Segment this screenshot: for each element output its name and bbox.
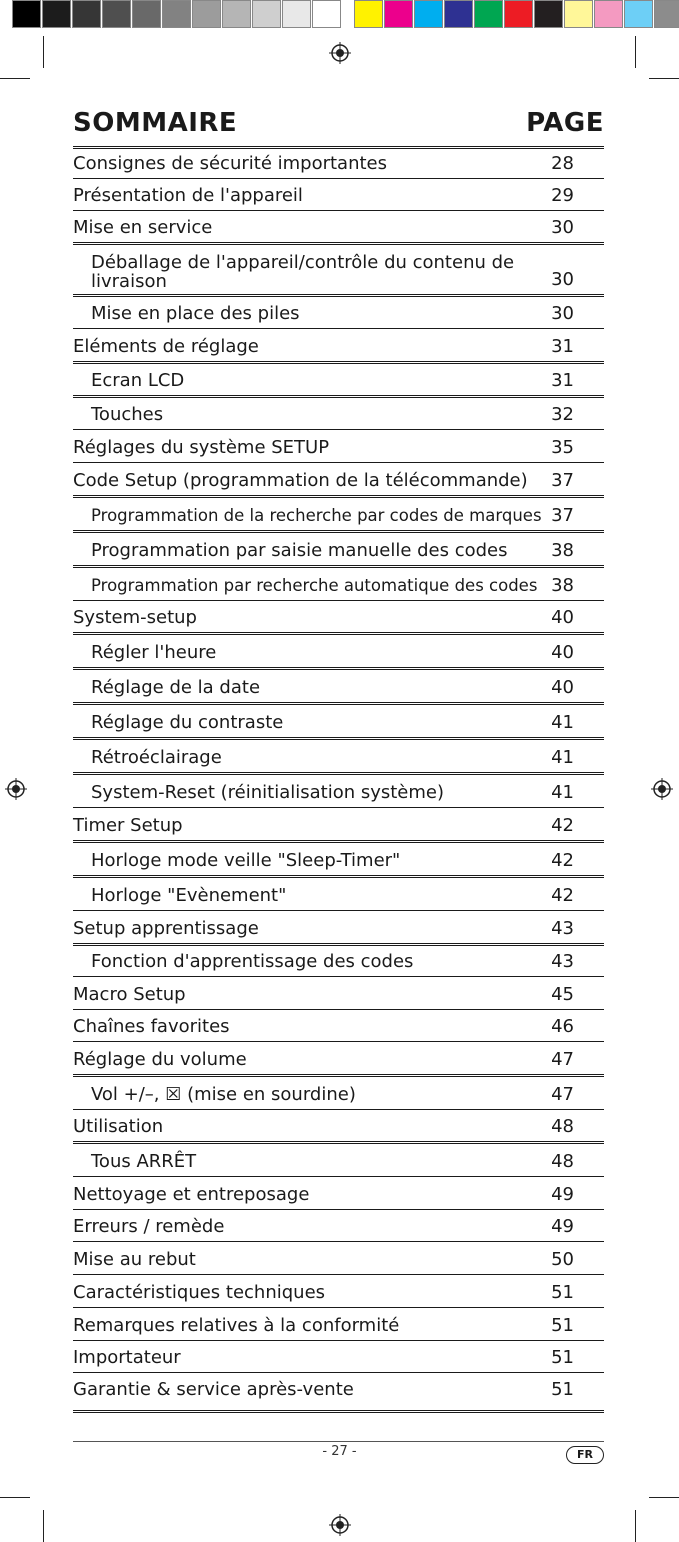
- toc-entry-label: Fonction d'apprentissage des codes: [91, 951, 414, 972]
- toc-entry-page: 37: [551, 505, 574, 526]
- toc-header: [73, 108, 604, 140]
- toc-entry-page: 30: [551, 217, 574, 238]
- registration-mark-icon: [329, 1514, 351, 1536]
- toc-entry-label: System-Reset (réinitialisation système): [91, 782, 445, 803]
- toc-entry-label: Présentation de l'appareil: [73, 185, 303, 206]
- registration-mark-icon: [329, 42, 351, 64]
- toc-entry-page: 41: [551, 747, 574, 768]
- toc-entry-page: 45: [551, 984, 574, 1005]
- toc-entry-page: 42: [551, 850, 574, 871]
- toc-title: SOMMAIRE: [73, 108, 238, 138]
- toc-entry-page: 30: [551, 269, 574, 290]
- color-swatch: [222, 0, 251, 28]
- toc-entry-page: 38: [551, 540, 574, 561]
- toc-subentry: [73, 875, 604, 910]
- toc-subentry: [73, 702, 604, 737]
- crop-mark: [0, 1497, 30, 1498]
- toc-entry-page: 43: [551, 951, 574, 972]
- toc-entry-label: Importateur: [73, 1347, 181, 1368]
- toc-entry-label: Timer Setup: [73, 815, 183, 836]
- toc-entry-page: 31: [551, 336, 574, 357]
- toc-entry-page: 40: [551, 607, 574, 628]
- toc-entry-label: Caractéristiques techniques: [73, 1282, 326, 1303]
- toc-entry: [73, 600, 604, 632]
- toc-entry-page: 42: [551, 815, 574, 836]
- toc-subentry: [73, 737, 604, 772]
- registration-mark-icon: [651, 778, 673, 800]
- toc-entry-page: 35: [551, 437, 574, 458]
- toc-entry: [73, 1307, 604, 1340]
- toc-entry-label: Horloge "Evènement": [91, 885, 287, 906]
- toc-entry-label: System-setup: [73, 607, 197, 628]
- toc-entry-page: 47: [551, 1084, 574, 1105]
- toc-page-label: PAGE: [526, 108, 604, 138]
- toc-entry-page: 31: [551, 370, 574, 391]
- toc-subentry: [73, 632, 604, 667]
- toc-entry-label: Consignes de sécurité importantes: [73, 153, 387, 174]
- toc-entry-page: 40: [551, 642, 574, 663]
- toc-entry-page: 51: [551, 1282, 574, 1303]
- toc-entry-page: 32: [551, 404, 574, 425]
- toc-subentry: [73, 840, 604, 875]
- toc-entry-label: Remarques relatives à la conformité: [73, 1315, 400, 1336]
- toc-entry: [73, 210, 604, 242]
- toc-entry-label: Réglage du volume: [73, 1049, 247, 1070]
- color-swatch: [384, 0, 413, 28]
- toc-entry: [73, 1274, 604, 1307]
- toc-entry: [73, 146, 604, 178]
- color-swatch: [192, 0, 221, 28]
- toc-entry-page: 49: [551, 1184, 574, 1205]
- crop-mark: [43, 36, 44, 68]
- toc-entry: [73, 1009, 604, 1041]
- toc-entry-label: Garantie & service après-vente: [73, 1379, 354, 1400]
- toc-entry-label: Réglages du système SETUP: [73, 437, 330, 458]
- toc-entry: [73, 462, 604, 495]
- crop-mark: [635, 1510, 636, 1542]
- toc-entry-label: Réglage du contraste: [91, 712, 284, 733]
- color-swatch: [72, 0, 101, 28]
- toc-entry-page: 51: [551, 1347, 574, 1368]
- color-swatch: [132, 0, 161, 28]
- toc-entry-label: Touches: [91, 404, 164, 425]
- swatch-gap: [342, 0, 354, 30]
- toc-entry-label: Mise au rebut: [73, 1249, 196, 1270]
- language-badge: FR: [566, 1446, 604, 1464]
- footer-rule: [73, 1441, 604, 1442]
- toc-entry: [73, 910, 604, 943]
- color-swatch: [594, 0, 623, 28]
- toc-entry-page: 48: [551, 1151, 574, 1172]
- toc-subentry: [73, 395, 604, 429]
- toc-entry-page: 37: [551, 470, 574, 491]
- toc-entry-label: Programmation par recherche automatique des codes: [91, 576, 538, 595]
- color-swatch: [504, 0, 533, 28]
- toc-entry-label: Réglage de la date: [91, 677, 261, 698]
- toc-entry: [73, 178, 604, 210]
- color-swatch: [564, 0, 593, 28]
- toc-entry-label: Programmation de la recherche par codes de marques: [91, 506, 542, 525]
- toc-entry: [73, 1176, 604, 1209]
- toc-subentry: [73, 530, 604, 565]
- toc-entry-label: Rétroéclairage: [91, 747, 222, 768]
- toc-entry-label: Eléments de réglage: [73, 336, 259, 357]
- toc-entry-label: Macro Setup: [73, 984, 186, 1005]
- toc-entry-label: Vol +/–, ☒ (mise en sourdine): [91, 1084, 356, 1105]
- color-swatch: [102, 0, 131, 28]
- toc-entry-label: Tous ARRÊT: [91, 1151, 197, 1172]
- toc-entry-page: 41: [551, 712, 574, 733]
- toc-entry: [73, 976, 604, 1009]
- color-calibration-bar: [12, 0, 679, 30]
- toc-entry: [73, 807, 604, 840]
- color-swatch: [534, 0, 563, 28]
- toc-entry: [73, 1209, 604, 1241]
- color-swatch: [444, 0, 473, 28]
- toc-end-rule: [73, 1410, 604, 1413]
- toc-subentry: [73, 1074, 604, 1109]
- toc-entry: [73, 1340, 604, 1372]
- toc-entry-page: 49: [551, 1216, 574, 1237]
- toc-entry-page: 41: [551, 782, 574, 803]
- page-number: - 27 -: [322, 1444, 357, 1459]
- crop-mark: [649, 78, 679, 79]
- toc-subentry: [73, 242, 604, 294]
- toc-entry-label: Déballage de l'appareil/contrôle du contenu de livraison: [91, 252, 515, 292]
- toc-entry-label: Horloge mode veille "Sleep-Timer": [91, 850, 401, 871]
- toc-entry: [73, 1109, 604, 1141]
- toc-entry: [73, 1041, 604, 1074]
- color-swatch: [474, 0, 503, 28]
- toc-entry-page: 28: [551, 153, 574, 174]
- crop-mark: [649, 1497, 679, 1498]
- toc-entry-label: Mise en service: [73, 217, 213, 238]
- toc-entry: [73, 328, 604, 361]
- toc-subentry: [73, 361, 604, 395]
- crop-mark: [43, 1510, 44, 1542]
- toc-entry-page: 51: [551, 1379, 574, 1400]
- toc-entry-page: 43: [551, 918, 574, 939]
- toc-entry-page: 51: [551, 1315, 574, 1336]
- toc-entry-label: Erreurs / remède: [73, 1216, 225, 1237]
- toc-subentry: [73, 772, 604, 807]
- table-of-contents: [73, 146, 604, 1404]
- toc-entry-label: Utilisation: [73, 1116, 164, 1137]
- toc-entry: [73, 429, 604, 462]
- toc-entry-label: Setup apprentissage: [73, 918, 259, 939]
- toc-subentry: [73, 943, 604, 976]
- toc-subentry: [73, 495, 604, 530]
- registration-mark-icon: [5, 778, 27, 800]
- toc-entry-label: Nettoyage et entreposage: [73, 1184, 310, 1205]
- toc-entry-page: 29: [551, 185, 574, 206]
- color-swatch: [624, 0, 653, 28]
- toc-entry-label: Programmation par saisie manuelle des codes: [91, 540, 508, 561]
- color-swatch: [282, 0, 311, 28]
- toc-entry-page: 46: [551, 1016, 574, 1037]
- toc-entry-page: 50: [551, 1249, 574, 1270]
- color-swatch: [354, 0, 383, 28]
- crop-mark: [0, 78, 30, 79]
- color-swatch: [654, 0, 679, 28]
- crop-mark: [635, 36, 636, 68]
- toc-entry-page: 42: [551, 885, 574, 906]
- toc-entry-label: Mise en place des piles: [91, 303, 300, 324]
- color-swatch: [12, 0, 41, 28]
- color-swatch: [312, 0, 341, 28]
- color-swatch: [162, 0, 191, 28]
- toc-subentry: [73, 294, 604, 328]
- toc-entry-label: Ecran LCD: [91, 370, 185, 391]
- toc-entry: [73, 1372, 604, 1404]
- toc-subentry: [73, 1141, 604, 1176]
- toc-entry-page: 38: [551, 575, 574, 596]
- toc-subentry: [73, 667, 604, 702]
- color-swatch: [414, 0, 443, 28]
- toc-entry-label: Chaînes favorites: [73, 1016, 230, 1037]
- toc-entry: [73, 1241, 604, 1274]
- toc-entry-page: 30: [551, 303, 574, 324]
- toc-entry-label: Code Setup (programmation de la télécommande): [73, 470, 528, 491]
- color-swatch: [252, 0, 281, 28]
- toc-entry-label: Régler l'heure: [91, 642, 217, 663]
- toc-entry-page: 48: [551, 1116, 574, 1137]
- toc-subentry: [73, 565, 604, 600]
- toc-entry-page: 40: [551, 677, 574, 698]
- color-swatch: [42, 0, 71, 28]
- toc-entry-page: 47: [551, 1049, 574, 1070]
